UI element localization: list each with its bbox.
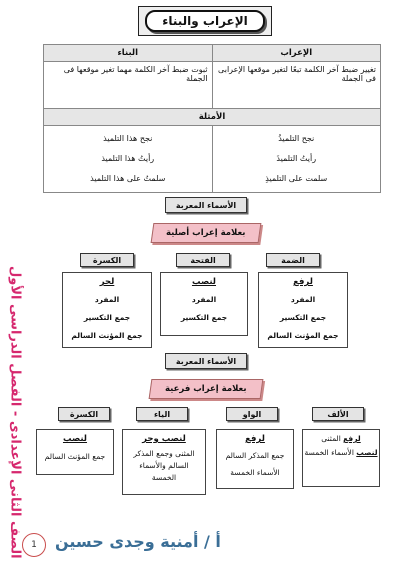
section2-ribbon-text: بعلامة إعراب فرعية <box>165 384 247 394</box>
example-item: نجح هذا التلميذ <box>103 134 153 143</box>
box-heading: لرفع <box>343 434 361 443</box>
tag-kasra: الكسرة <box>80 253 134 267</box>
examples-header: الأمثلة <box>44 109 381 126</box>
tag-fatha: الفتحة <box>176 253 230 267</box>
author-name: أ / أمنية وجدى حسين <box>55 532 221 551</box>
examples-binaa <box>44 126 213 193</box>
page-number: 1 <box>22 533 46 557</box>
box-jarr <box>62 272 152 348</box>
section1-ribbon-text: بعلامة إعراب أصلية <box>166 228 246 238</box>
box-item: جمع المذكر السالم <box>225 451 285 460</box>
example-item: نجح التلميذُ <box>278 134 315 143</box>
box-heading: لنصب <box>356 448 378 457</box>
column-header-binaa: البناء <box>44 45 213 62</box>
box-heading: لنصب <box>191 277 217 287</box>
section1-ribbon <box>151 223 262 243</box>
box-item: المفرد <box>191 295 217 304</box>
page-title: الإعراب والبناء <box>145 10 265 32</box>
tag-yaa: الياء <box>136 407 188 421</box>
box-waw <box>216 429 294 489</box>
example-item: سلمت على التلميذِ <box>265 174 328 183</box>
box-item: المفرد <box>290 295 316 304</box>
box-item: المثنى <box>321 434 341 443</box>
box-item: جمع المؤنث السالم <box>44 452 106 461</box>
box-heading: لرفع <box>245 434 265 444</box>
box-item: جمع المؤنث السالم <box>71 331 143 340</box>
column-header-irab: الإعراب <box>212 45 381 62</box>
section2-label: الأسماء المعربة <box>165 353 247 369</box>
box-alif <box>302 429 380 487</box>
example-item: سلمتُ على هذا التلميذ <box>90 174 166 183</box>
definition-irab: تغيير ضبط آخر الكلمة تبعًا لتغير موقعها الإعرابى فى الجملة <box>212 62 381 109</box>
box-kasra-2 <box>36 429 114 475</box>
definitions-table <box>43 44 381 193</box>
section2-ribbon <box>149 379 264 399</box>
box-raf <box>258 272 348 348</box>
example-item: رأيتُ التلميذَ <box>276 154 317 163</box>
box-item: جمع التكسير <box>83 313 131 322</box>
box-item: جمع التكسير <box>279 313 327 322</box>
box-item: الأسماء الخمسة <box>304 448 354 457</box>
box-item: الأسماء الخمسة <box>230 468 280 477</box>
box-nasb <box>160 272 248 336</box>
box-heading: لنصب <box>62 434 88 444</box>
tag-waw: الواو <box>226 407 278 421</box>
side-banner-text: الصف الثانى الإعدادى - الفصل الدراسى الأول <box>7 266 23 559</box>
tag-damma: الضمة <box>266 253 320 267</box>
example-item: رأيتُ هذا التلميذ <box>101 154 155 163</box>
tag-alif: الألف <box>312 407 364 421</box>
examples-irab <box>212 126 381 193</box>
box-item: المفرد <box>94 295 120 304</box>
box-heading: لنصب وجر <box>142 434 186 444</box>
box-item: جمع المؤنث السالم <box>267 331 339 340</box>
definition-binaa: ثبوت ضبط آخر الكلمة مهما تغير موقعها فى الجملة <box>44 62 213 109</box>
box-heading: لرفع <box>293 277 313 287</box>
box-item: جمع التكسير <box>180 313 228 322</box>
tag-kasra-2: الكسرة <box>58 407 110 421</box>
box-item: المثنى وجمع المذكر السالم والأسماء الخمسة <box>133 449 195 482</box>
box-yaa <box>122 429 206 495</box>
section1-label: الأسماء المعربة <box>165 197 247 213</box>
title-frame <box>138 6 272 36</box>
box-heading: لجر <box>99 277 115 287</box>
